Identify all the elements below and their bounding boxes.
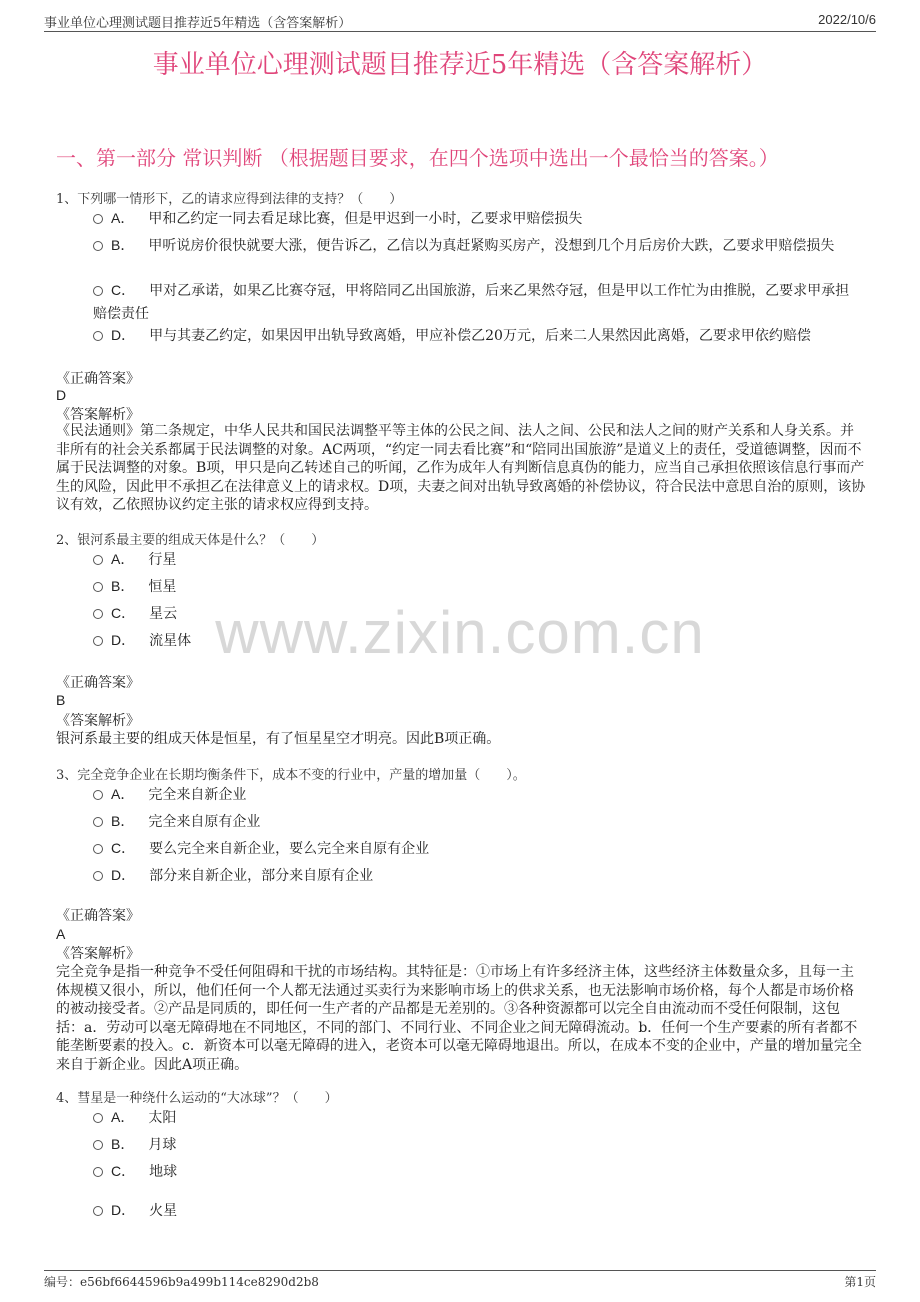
radio-icon[interactable] [93,790,103,800]
option-d[interactable]: D． 流星体 [93,629,863,653]
radio-icon[interactable] [93,871,103,881]
radio-icon[interactable] [93,1206,103,1216]
radio-icon[interactable] [93,817,103,827]
answer-label: 《正确答案》 [56,675,140,691]
footer-divider [44,1270,876,1271]
question-stem: 2、银河系最主要的组成天体是什么？（ ） [56,533,325,548]
answer-label: 《正确答案》 [56,908,140,924]
radio-icon[interactable] [93,286,103,296]
document-title: 事业单位心理测试题目推荐近5年精选（含答案解析） [152,50,768,80]
option-b[interactable]: B． 完全来自原有企业 [93,810,863,834]
radio-icon[interactable] [93,241,103,251]
radio-icon[interactable] [93,331,103,341]
header-doc-name: 事业单位心理测试题目推荐近5年精选（含答案解析） [44,16,352,31]
option-d[interactable]: D． 甲与其妻乙约定，如果因甲出轨导致离婚，甲应补偿乙20万元，后来二人果然因此离婚，乙要求甲依约赔偿 [93,324,863,348]
answer-label: 《正确答案》 [56,371,140,387]
answer-value: A [56,926,66,942]
explanation-text: 《民法通则》第二条规定，中华人民共和国民法调整平等主体的公民之间、法人之间、公民和法人之间的财产关系和人身关系。并非所有的社会关系都属于民法调整的对象。AC两项，“约定一同去看比赛”和“陪同出国旅游”是道义上的责任，受道德调整，因而不属于民法调整的对象。B项，甲只是向乙转述自己的听闻，乙作为成年人有判断信息真伪的能力，应当自己承担依照该信息行事而产生的风险，因此甲不承担乙在法律意义上的请求权。D项，夫妻之间对出轨导致离婚的补偿协议，符合民法中意思自治的原则，该协议有效，乙依照协议约定主张的请求权应得到支持。 [56,423,866,513]
radio-icon[interactable] [93,844,103,854]
radio-icon[interactable] [93,609,103,619]
radio-icon[interactable] [93,636,103,646]
option-d[interactable]: D． 部分来自新企业，部分来自原有企业 [93,864,863,888]
option-b[interactable]: B． 月球 [93,1133,863,1157]
explanation-text: 银河系最主要的组成天体是恒星，有了恒星星空才明亮。因此B项正确。 [56,731,501,747]
radio-icon[interactable] [93,1167,103,1177]
explanation-label: 《答案解析》 [56,946,140,962]
footer-code: 编号：e56bf6644596b9a499b114ce8290d2b8 [44,1275,319,1289]
explanation-text: 完全竞争是指一种竞争不受任何阻碍和干扰的市场结构。其特征是：①市场上有许多经济主体，这些经济主体数量众多，且每一主体规模又很小，所以，他们任何一个人都无法通过买卖行为来影响市场上的供求关系，也无法影响市场价格，每个人都是市场价格的被动接受者。②产品是同质的，即任何一生产者的产品都是无差别的。③各种资源都可以完全自由流动而不受任何限制，这包括：a．劳动可以毫无障碍地在不同地区，不同的部门、不同行业、不同企业之间无障碍流动。b．任何一个生产要素的所有者都不能垄断要素的投入。c．新资本可以毫无障碍的进入，老资本可以毫无障碍地退出。所以，在成本不变的企业中，产量的增加量完全来自于新企业。因此A项正确。 [56,964,862,1073]
radio-icon[interactable] [93,555,103,565]
option-a[interactable]: A． 完全来自新企业 [93,783,863,807]
option-b[interactable]: B． 甲听说房价很快就要大涨，便告诉乙，乙信以为真赶紧购买房产，没想到几个月后房价大跌，乙要求甲赔偿损失 [93,234,863,258]
section-heading: 一、第一部分 常识判断 （根据题目要求，在四个选项中选出一个最恰当的答案。） [56,146,779,170]
radio-icon[interactable] [93,582,103,592]
answer-value: B [56,692,66,708]
radio-icon[interactable] [93,1113,103,1123]
question-stem: 3、完全竞争企业在长期均衡条件下，成本不变的行业中，产量的增加量（ ）。 [56,768,526,783]
radio-icon[interactable] [93,214,103,224]
watermark: www.zixin.com.cn [215,599,705,666]
answer-value: D [56,387,67,403]
option-d[interactable]: D． 火星 [93,1199,863,1223]
radio-icon[interactable] [93,1140,103,1150]
header-divider [44,31,876,32]
explanation-label: 《答案解析》 [56,407,140,423]
option-a[interactable]: A． 太阳 [93,1106,863,1130]
option-c[interactable]: C． 甲对乙承诺，如果乙比赛夺冠，甲将陪同乙出国旅游，后来乙果然夺冠，但是甲以工作忙为由推脱，乙要求甲承担赔偿责任 [93,282,850,322]
option-a[interactable]: A． 行星 [93,548,863,572]
question-stem: 4、彗星是一种绕什么运动的“大冰球”？（ ） [56,1091,338,1106]
option-c[interactable]: C． 星云 [93,602,863,626]
option-a[interactable]: A． 甲和乙约定一同去看足球比赛，但是甲迟到一小时，乙要求甲赔偿损失 [93,207,863,231]
option-c[interactable]: C． 要么完全来自新企业，要么完全来自原有企业 [93,837,863,861]
option-b[interactable]: B． 恒星 [93,575,863,599]
header-date: 2022/10/6 [818,12,876,27]
footer-page-number: 第1页 [844,1275,876,1289]
question-stem: 1、下列哪一情形下，乙的请求应得到法律的支持？（ ） [56,192,403,207]
explanation-label: 《答案解析》 [56,713,140,729]
option-c[interactable]: C． 地球 [93,1160,863,1184]
